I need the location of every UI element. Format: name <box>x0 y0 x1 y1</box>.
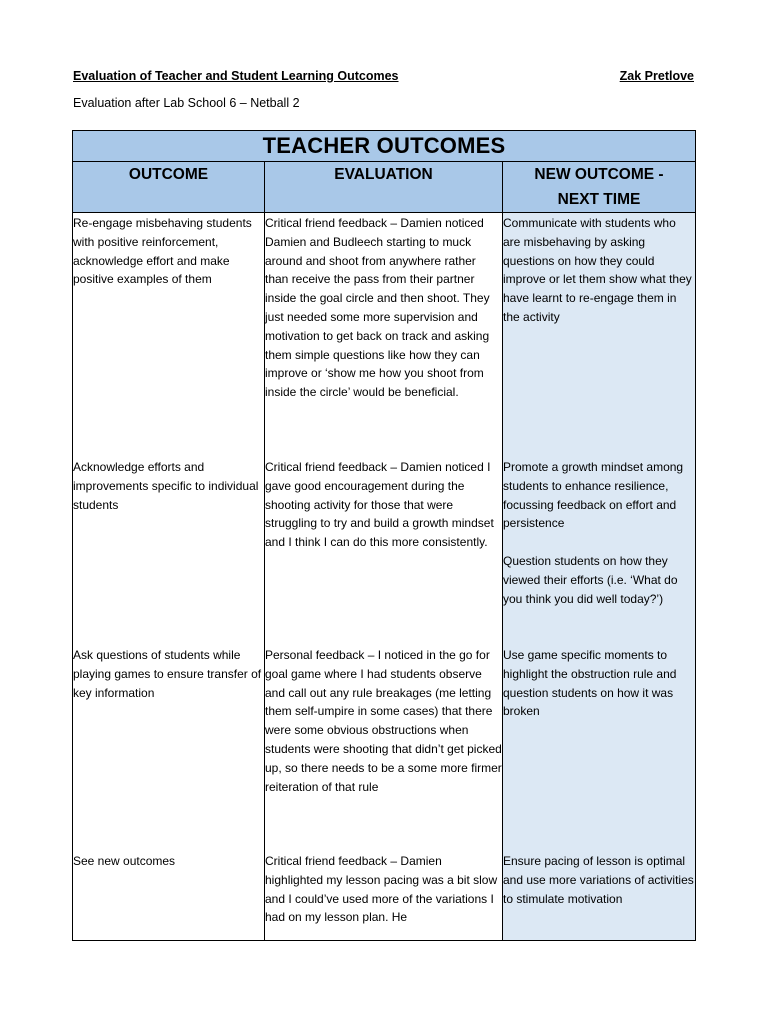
column-header-new-outcome: NEW OUTCOME - NEXT TIME <box>503 162 696 213</box>
new-outcome-text: Communicate with students who are misbehaving by asking questions on how they could improve or let them show what they have learnt to re-engage them in the activity <box>503 216 692 324</box>
outcome-text: See new outcomes <box>73 854 176 868</box>
column-header-evaluation: EVALUATION <box>265 162 503 213</box>
outcome-column <box>73 214 265 941</box>
new-outcome-group <box>503 458 695 646</box>
author-name: Zak Pretlove <box>619 69 694 83</box>
new-outcome-column <box>503 214 696 941</box>
document-subtitle: Evaluation after Lab School 6 – Netball 2 <box>73 96 300 110</box>
new-outcome-text: Use game specific moments to highlight the obstruction rule and question students on how it was broken <box>503 648 677 719</box>
document-title: Evaluation of Teacher and Student Learning Outcomes <box>73 69 399 83</box>
outcome-text: Re-engage misbehaving students with positive reinforcement, acknowledge effort and make positive examples of them <box>73 216 252 287</box>
evaluation-text: Critical friend feedback – Damien noticed Damien and Budleech starting to muck around and shoot from anywhere rather than receive the pass from their partner inside the goal circle and then shoot. They just needed some more supervision and motivation to get back on track and asking them simple questions like how they can improve or ‘show me how you shoot from inside the circle’ would be beneficial. <box>265 216 490 400</box>
new-outcome-text: Promote a growth mindset among students to enhance resilience, focussing feedback on effort and persistence <box>503 460 684 531</box>
table-row-body <box>73 214 696 941</box>
new-outcome-text: Ensure pacing of lesson is optimal and use more variations of activities to stimulate motivation <box>503 854 694 906</box>
column-header-outcome: OUTCOME <box>73 162 265 213</box>
teacher-outcomes-table <box>72 130 696 941</box>
table-title: TEACHER OUTCOMES <box>73 131 696 162</box>
evaluation-text: Critical friend feedback – Damien highlighted my lesson pacing was a bit slow and I could’ve used more of the variations I had on my lesson plan. He <box>265 854 498 925</box>
document-header <box>73 69 694 83</box>
evaluation-column <box>265 214 503 941</box>
outcome-text: Ask questions of students while playing games to ensure transfer of key information <box>73 648 262 700</box>
evaluation-text: Personal feedback – I noticed in the go for goal game where I had students observe and call out any rule breakages (me letting them self-umpire in some cases) that there were some obvious obstructions when students were shooting that didn’t get picked up, so there needs to be a some more firmer reiteration of that rule <box>265 648 502 794</box>
outcome-text: Acknowledge efforts and improvements specific to individual students <box>73 460 259 512</box>
new-outcome-text: Question students on how they viewed their efforts (i.e. ‘What do you think you did well today?’) <box>503 553 678 606</box>
evaluation-text: Critical friend feedback – Damien noticed I gave good encouragement during the shooting activity for those that were struggling to try and build a growth mindset and I think I can do this more consistently. <box>265 460 494 550</box>
